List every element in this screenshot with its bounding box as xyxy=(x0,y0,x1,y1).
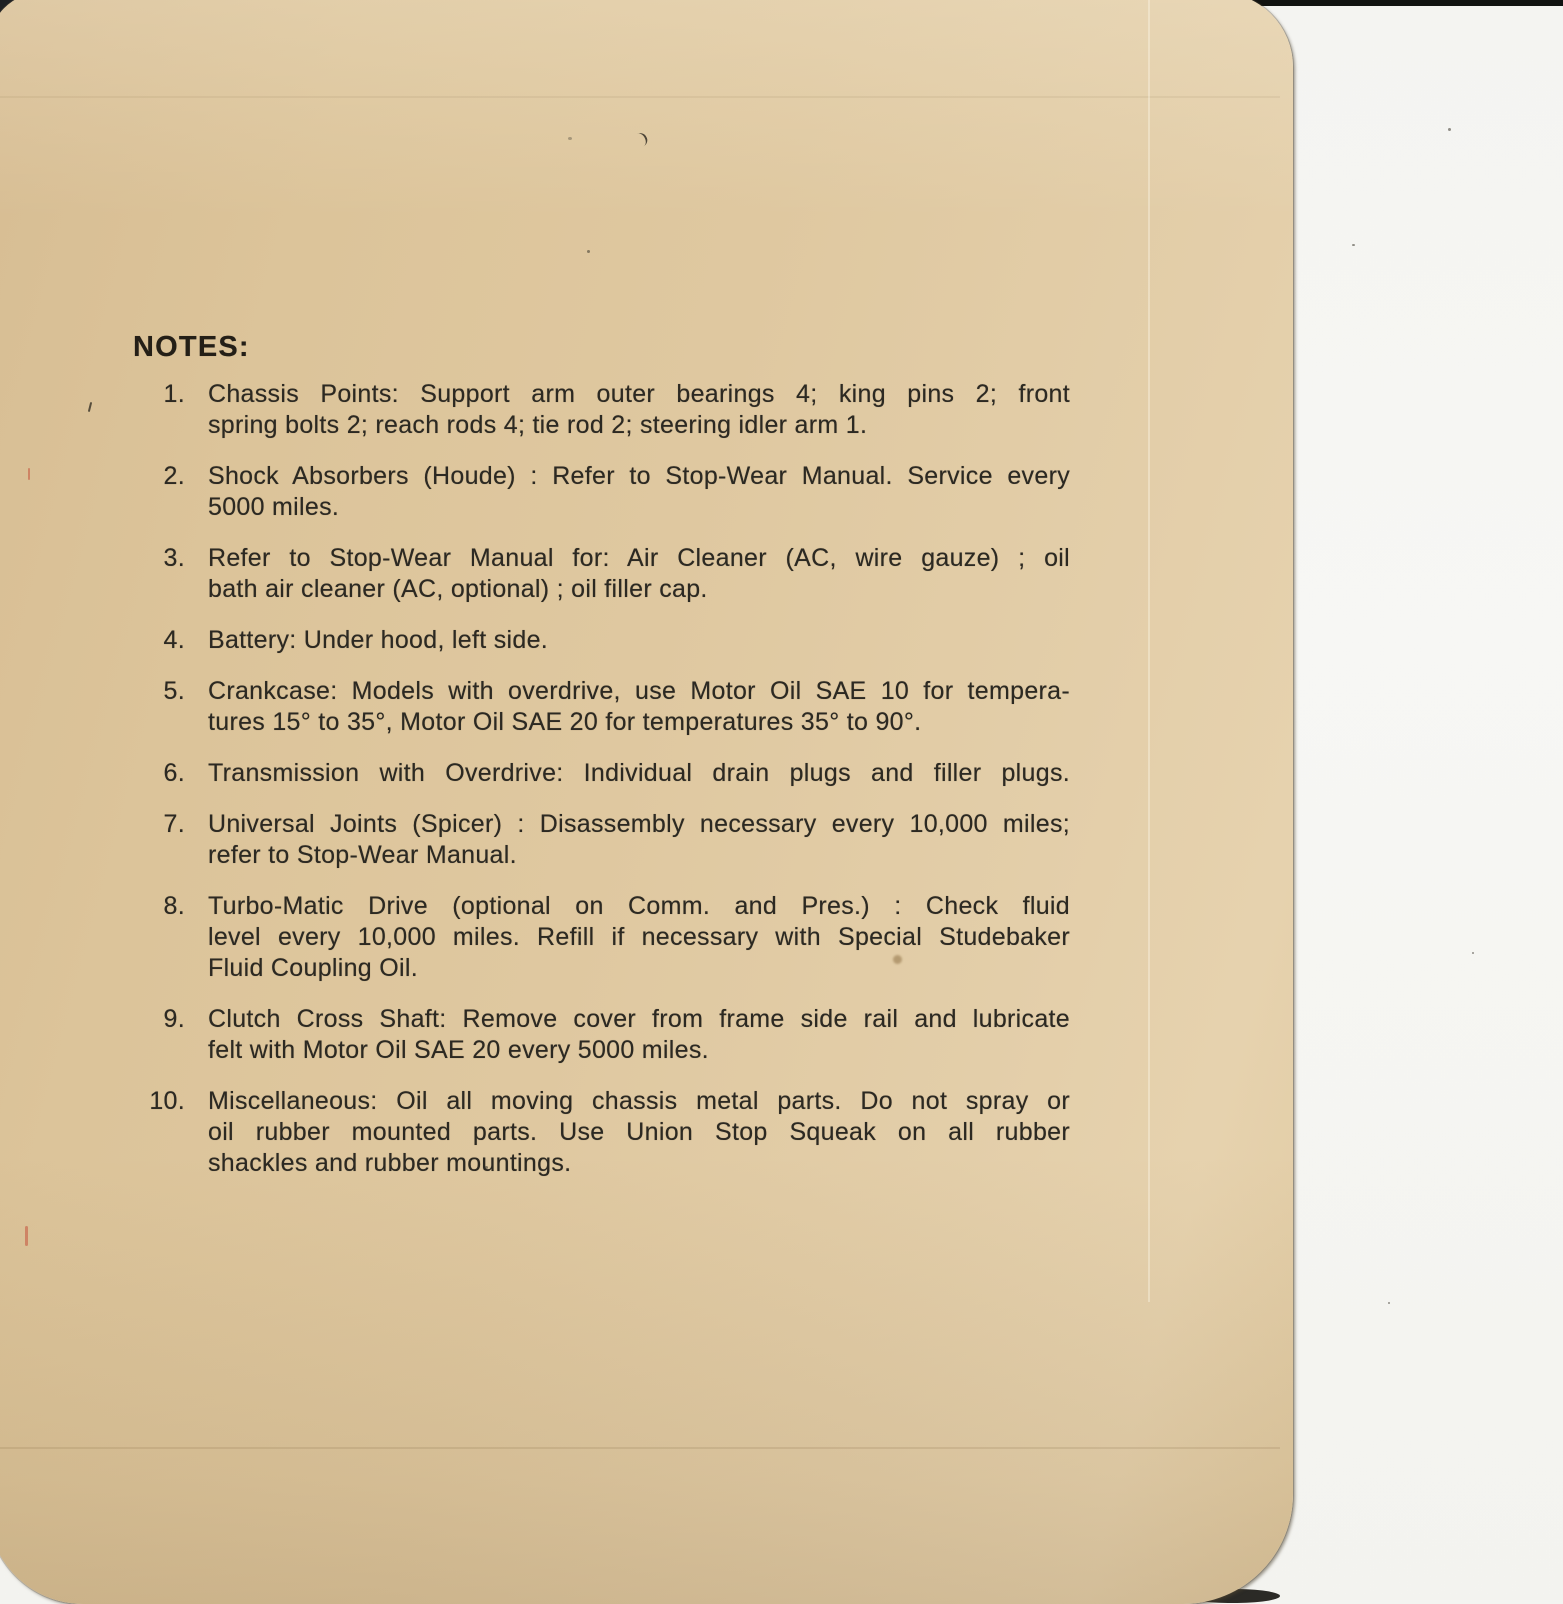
note-line: Crankcase: Models with overdrive, use Motor Oil SAE 10 for tempera- xyxy=(208,677,1070,705)
red-fleck xyxy=(28,468,30,480)
note-item xyxy=(133,543,1073,605)
note-number: 6. xyxy=(163,759,185,787)
note-text xyxy=(208,1004,1070,1066)
note-line: level every 10,000 miles. Refill if necessary with Special Studebaker xyxy=(208,923,1070,951)
note-text xyxy=(208,625,1070,656)
note-line: refer to Stop-Wear Manual. xyxy=(208,841,517,869)
note-line: spring bolts 2; reach rods 4; tie rod 2; steering idler arm 1. xyxy=(208,411,868,439)
note-text xyxy=(208,758,1070,789)
red-fleck xyxy=(25,1226,28,1246)
note-line: bath air cleaner (AC, optional) ; oil filler cap. xyxy=(208,575,708,603)
note-line: Transmission with Overdrive: Individual drain plugs and filler plugs. xyxy=(208,759,1070,787)
note-line: 5000 miles. xyxy=(208,493,340,521)
note-number: 3. xyxy=(163,544,185,572)
dust-speck xyxy=(1448,128,1451,131)
note-number: 4. xyxy=(163,626,185,654)
note-number: 2. xyxy=(163,462,185,490)
note-number: 8. xyxy=(163,892,185,920)
note-item xyxy=(133,758,1073,789)
dust-speck xyxy=(1388,1302,1390,1304)
note-item xyxy=(133,461,1073,523)
dust-speck xyxy=(1472,952,1474,954)
paper-crease xyxy=(0,1447,1280,1449)
note-number: 1. xyxy=(163,380,185,408)
note-item xyxy=(133,809,1073,871)
dust-speck xyxy=(1352,244,1355,246)
paper-crease xyxy=(0,96,1280,98)
note-text xyxy=(208,809,1070,871)
note-line: Miscellaneous: Oil all moving chassis metal parts. Do not spray or xyxy=(208,1087,1070,1115)
pen-mark xyxy=(635,131,650,148)
note-text xyxy=(208,461,1070,523)
note-item xyxy=(133,1004,1073,1066)
note-item xyxy=(133,891,1073,984)
note-line: tures 15° to 35°, Motor Oil SAE 20 for temperatures 35° to 90°. xyxy=(208,708,922,736)
note-number: 10. xyxy=(149,1087,185,1115)
note-text xyxy=(208,379,1070,441)
note-item xyxy=(133,1086,1073,1179)
note-line: Chassis Points: Support arm outer bearings 4; king pins 2; front xyxy=(208,380,1070,408)
note-line: Fluid Coupling Oil. xyxy=(208,954,418,982)
note-line: oil rubber mounted parts. Use Union Stop Squeak on all rubber xyxy=(208,1118,1070,1146)
note-text xyxy=(208,891,1070,984)
note-item xyxy=(133,379,1073,441)
note-line: shackles and rubber mountings. xyxy=(208,1149,572,1177)
note-line: felt with Motor Oil SAE 20 every 5000 miles. xyxy=(208,1036,709,1064)
note-item xyxy=(133,625,1073,656)
note-item xyxy=(133,676,1073,738)
note-text xyxy=(208,1086,1070,1179)
note-line: Refer to Stop-Wear Manual for: Air Cleaner (AC, wire gauze) ; oil xyxy=(208,544,1070,572)
paper-speck xyxy=(568,137,572,140)
paper-speck xyxy=(587,250,590,253)
note-line: Universal Joints (Spicer) : Disassembly necessary every 10,000 miles; xyxy=(208,810,1070,838)
paper-light-band xyxy=(1148,0,1150,1302)
note-number: 7. xyxy=(163,810,185,838)
note-line: Shock Absorbers (Houde) : Refer to Stop-Wear Manual. Service every xyxy=(208,462,1070,490)
page-heading: NOTES: xyxy=(133,331,250,363)
note-line: Clutch Cross Shaft: Remove cover from frame side rail and lubricate xyxy=(208,1005,1070,1033)
note-number: 9. xyxy=(163,1005,185,1033)
ink-fleck xyxy=(88,402,92,412)
note-text xyxy=(208,676,1070,738)
note-line: Battery: Under hood, left side. xyxy=(208,626,549,654)
note-text xyxy=(208,543,1070,605)
note-line: Turbo-Matic Drive (optional on Comm. and Pres.) : Check fluid xyxy=(208,892,1070,920)
note-number: 5. xyxy=(163,677,185,705)
notes-list xyxy=(133,379,1073,1199)
